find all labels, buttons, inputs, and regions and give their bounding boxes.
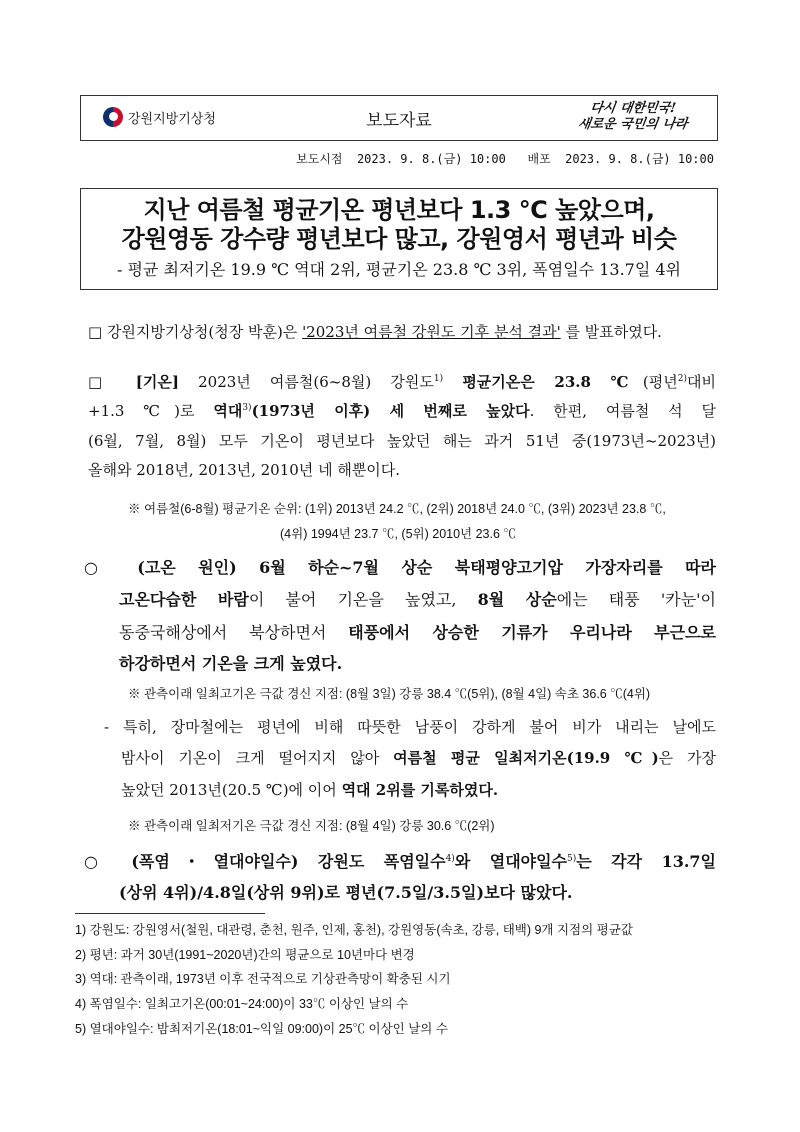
text-segment: □ 강원지방기상청(청장 박훈)은 — [88, 323, 303, 341]
text-segment: 를 발표하였다. — [560, 323, 662, 341]
text-segment: 평균기온은 23.8 ℃ — [462, 373, 643, 391]
text-segment: 는 각각 13.7일 — [576, 852, 716, 871]
p2-line — [88, 371, 716, 392]
text-segment: 이 불어 기온을 높였고, — [248, 590, 478, 609]
text-segment: ○ (고온 원인) 6월 하순~7월 상순 북태평양고기압 가장자리를 따라 — [84, 558, 716, 577]
text-segment: ○ (폭염・열대야일수) 강원도 폭염일수 — [84, 852, 446, 871]
footnote-divider — [75, 913, 265, 914]
text-segment: 고온다습한 바람 — [119, 590, 249, 609]
text-segment: 역대 — [213, 402, 243, 420]
p1-line — [88, 321, 662, 342]
text-segment: 와 열대야일수 — [454, 852, 568, 871]
note-ranking: ※ 여름철(6-8월) 평균기온 순위: (1위) 2013년 24.2 ℃, (2위) 2018년 24.0 ℃, (3위) 2023년 23.8 ℃, — [128, 502, 666, 516]
note-max-temp: ※ 관측이래 일최고기온 극값 경신 지점: (8월 3일) 강릉 38.4 ℃(5위), (8월 4일) 속초 36.6 ℃(4위) — [128, 687, 651, 701]
agency-name: 강원지방기상청 — [128, 111, 216, 127]
headline-line1: 지난 여름철 평균기온 평년보다 1.3 ℃ 높았으며, — [143, 196, 655, 224]
footnote-ref: 2) — [677, 374, 688, 384]
text-segment: 동중국해상에서 북상하면서 — [119, 623, 349, 642]
footnote: 5) 열대야일수: 밤최저기온(18:01~익일 09:00)이 25℃ 이상인 날의 수 — [75, 1022, 448, 1036]
c2-line — [119, 880, 573, 903]
p2-line — [88, 430, 716, 451]
c1-line — [119, 620, 716, 643]
note-ranking-cont: (4위) 1994년 23.7 ℃, (5위) 2010년 23.6 ℃ — [280, 527, 516, 541]
text-segment: (1973년 이후) 세 번째로 높았다 — [251, 402, 530, 420]
d1-line — [121, 747, 716, 768]
text-segment: 2023년 여름철(6~8월) 강원도 — [178, 373, 434, 391]
text-segment: 올해와 2018년, 2013년, 2010년 네 해뿐이다. — [88, 461, 401, 479]
footnote: 4) 폭염일수: 일최고기온(00:01~24:00)이 33℃ 이상인 날의 수 — [75, 997, 409, 1011]
slogan-line: 새로운 국민의 나라 — [577, 117, 689, 132]
note-min-temp: ※ 관측이래 일최저기온 극값 경신 지점: (8월 4일) 강릉 30.6 ℃(2위) — [128, 819, 495, 833]
header-box — [80, 95, 718, 141]
c1-line — [119, 651, 342, 674]
text-segment: 은 가장 — [658, 749, 716, 767]
footnote-ref: 1) — [433, 374, 444, 384]
footnote-ref: 4) — [445, 854, 455, 864]
release-info: 보도시점 2023. 9. 8.(금) 10:00 배포 2023. 9. 8.(금) 10:00 — [296, 152, 714, 166]
text-segment: 역대 2위를 기록하였다. — [341, 781, 499, 799]
c1-line — [84, 555, 716, 578]
doc-type: 보도자료 — [366, 111, 432, 131]
slogan-line: 다시 대한민국! — [589, 101, 678, 116]
text-segment: 8월 상순 — [477, 590, 557, 609]
text-segment: [기온] — [135, 373, 179, 391]
title-box — [80, 188, 718, 290]
d1-line — [104, 716, 716, 737]
footnote: 1) 강원도: 강원영서(철원, 대관령, 춘천, 원주, 인제, 홍천), 강원영동(속초, 강릉, 태백) 9개 지점의 평균값 — [75, 923, 633, 937]
text-segment: □ — [88, 373, 136, 391]
subtitle: - 평균 최저기온 19.9 ℃ 역대 2위, 평균기온 23.8 ℃ 3위, 폭염일수 13.7일 4위 — [116, 260, 682, 279]
footnote: 2) 평년: 과거 30년(1991~2020년)간의 평균으로 10년마다 변경 — [75, 948, 415, 962]
headline-line2: 강원영동 강수량 평년보다 많고, 강원영서 평년과 비슷 — [121, 225, 677, 253]
text-segment: 태풍에서 상승한 기류가 우리나라 부근으로 — [348, 623, 716, 642]
slogan — [577, 101, 691, 133]
text-segment: 하강하면서 기온을 크게 높였다. — [119, 654, 343, 673]
footnote: 3) 역대: 관측이래, 1973년 이후 전국적으로 기상관측망이 확충된 시기 — [75, 972, 451, 986]
p2-line — [88, 400, 716, 421]
footnote-ref: 3) — [242, 403, 252, 413]
text-segment — [443, 373, 462, 391]
d1-line — [121, 779, 498, 800]
report-title: '2023년 여름철 강원도 기후 분석 결과' — [302, 323, 561, 341]
p2-line — [88, 459, 400, 480]
text-segment: 에는 태풍 '카눈'이 — [556, 590, 717, 609]
text-segment: 밤사이 기온이 크게 떨어지지 않아 — [121, 749, 394, 767]
c2-line — [84, 849, 716, 872]
text-segment: 대비 — [687, 373, 716, 391]
text-segment: 높았던 2013년(20.5 ℃)에 이어 — [121, 781, 342, 799]
text-segment: 여름철 평균 일최저기온(19.9 ℃) — [393, 749, 659, 767]
text-segment: (6월, 7월, 8월) 모두 기온이 평년보다 높았던 해는 과거 51년 중(1973년~2023년) — [88, 432, 716, 450]
text-segment: - 특히, 장마철에는 평년에 비해 따뜻한 남풍이 강하게 불어 비가 내리는 날에도 — [104, 718, 716, 736]
footnote-ref: 5) — [567, 854, 577, 864]
c1-line — [119, 587, 716, 610]
text-segment: +1.3 ℃)로 — [88, 402, 214, 420]
text-segment: (상위 4위)/4.8일(상위 9위)로 평년(7.5일/3.5일)보다 많았다. — [119, 883, 573, 902]
text-segment: . 한편, 여름철 석 달 — [529, 402, 716, 420]
text-segment: (평년 — [642, 373, 678, 391]
